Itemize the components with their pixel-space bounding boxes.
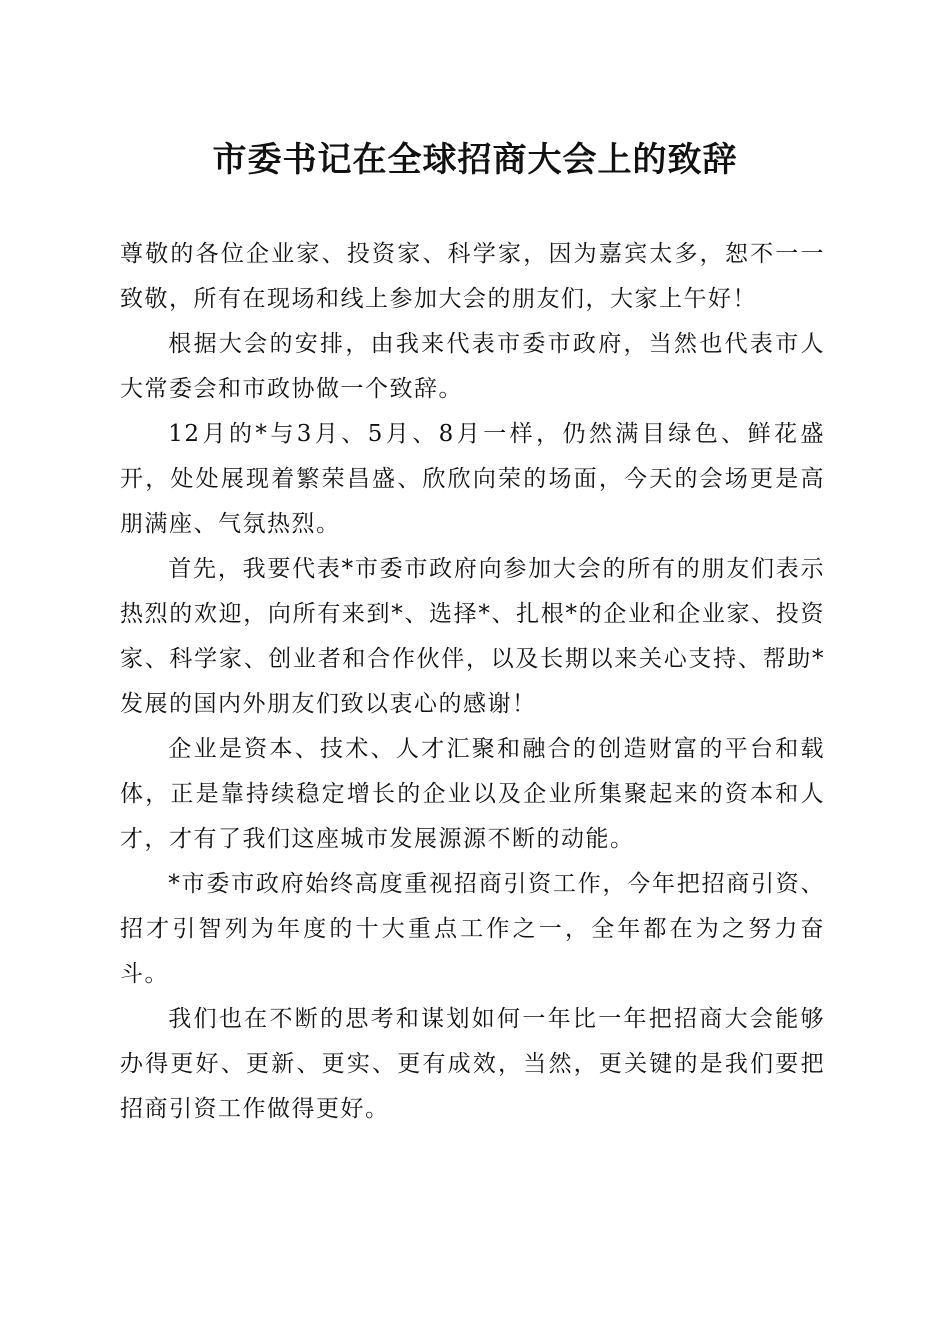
document-title: 市委书记在全球招商大会上的致辞 <box>212 140 738 180</box>
document-body <box>120 232 825 1132</box>
paragraph-december-scene: 12月的*与3月、5月、8月一样，仍然满目绿色、鲜花盛开，处处展现着繁荣昌盛、欣欣向荣的场面，今天的会场更是高朋满座、气氛热烈。 <box>120 421 825 537</box>
paragraph-arrangement: 根据大会的安排，由我来代表市委市政府，当然也代表市人大常委会和市政协做一个致辞。 <box>120 331 825 402</box>
paragraph-welcome-thanks: 首先，我要代表*市委市政府向参加大会的所有的朋友们表示热烈的欢迎，向所有来到*、选择*、扎根*的企业和企业家、投资家、科学家、创业者和合作伙伴，以及长期以来关心支持、帮助*发展的国内外朋友们致以衷心的感谢！ <box>120 556 825 717</box>
paragraph-future-plans: 我们也在不断的思考和谋划如何一年比一年把招商大会能够办得更好、更新、更实、更有成效，当然，更关键的是我们要把招商引资工作做得更好。 <box>120 1006 825 1122</box>
paragraph-investment-priority: *市委市政府始终高度重视招商引资工作，今年把招商引资、招才引智列为年度的十大重点工作之一，全年都在为之努力奋斗。 <box>120 871 825 987</box>
paragraph-enterprise-role: 企业是资本、技术、人才汇聚和融合的创造财富的平台和载体，正是靠持续稳定增长的企业以及企业所集聚起来的资本和人才，才有了我们这座城市发展源源不断的动能。 <box>120 736 825 852</box>
paragraph-greeting: 尊敬的各位企业家、投资家、科学家，因为嘉宾太多，恕不一一致敬，所有在现场和线上参加大会的朋友们，大家上午好！ <box>120 241 825 312</box>
